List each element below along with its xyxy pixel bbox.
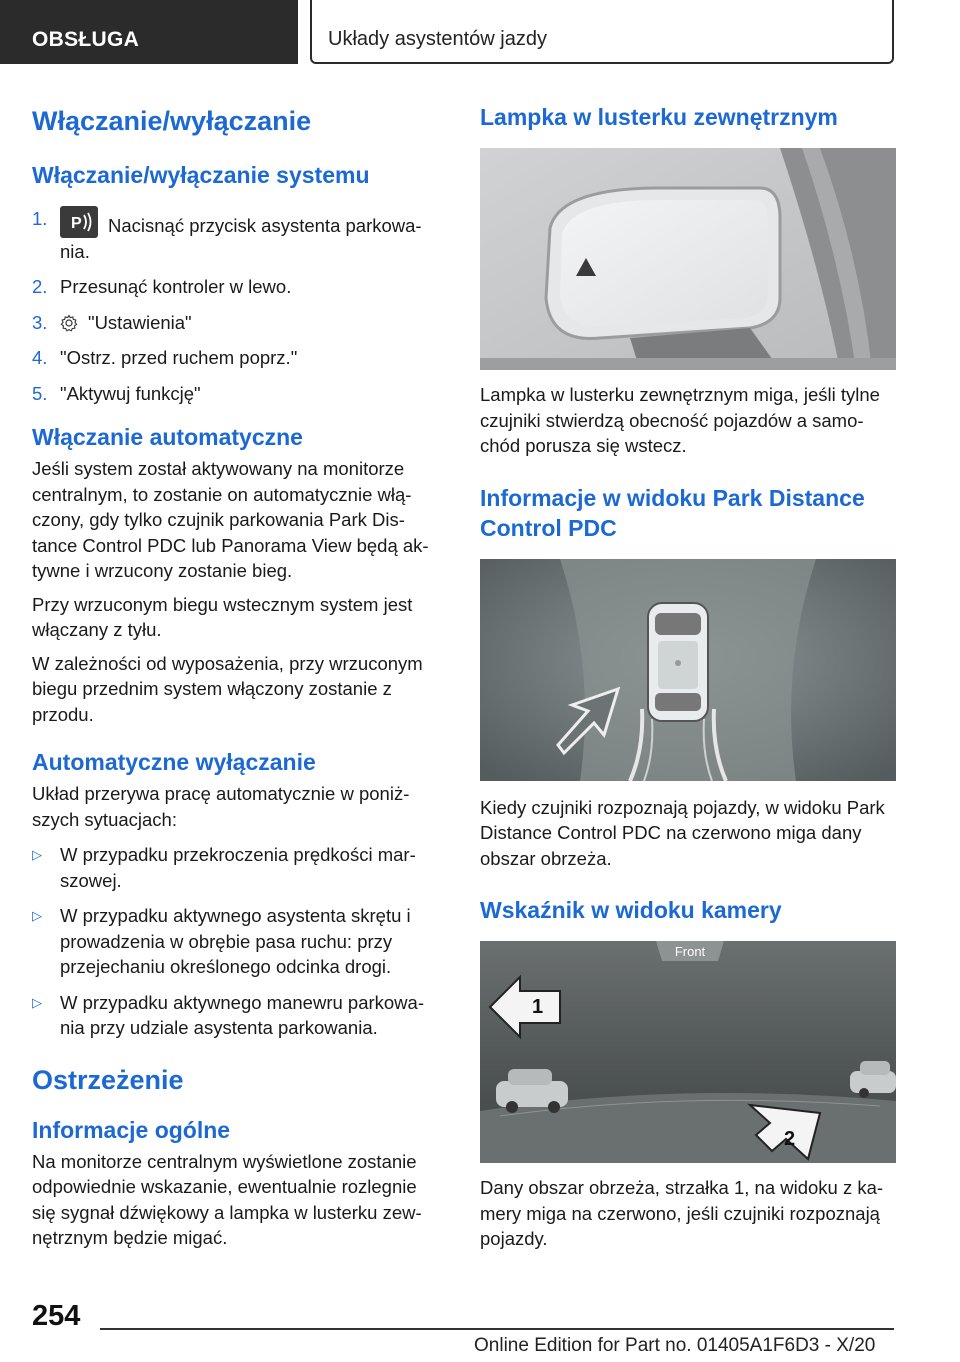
auto-on-paragraph-3: W zależności od wyposażenia, przy wrzuconym biegu przednim system włączony zostanie z przodu. bbox=[32, 652, 423, 725]
left-column bbox=[32, 96, 440, 1251]
heading-camera-view: Wskaźnik w widoku kamery bbox=[480, 897, 782, 923]
list-item bbox=[32, 903, 440, 980]
step-number: 3. bbox=[32, 311, 48, 333]
settings-gear-icon bbox=[60, 313, 78, 331]
right-column bbox=[480, 96, 896, 1252]
auto-off-intro: Układ przerywa pracę automatycznie w poniż-szych sytuacjach: bbox=[32, 783, 410, 830]
section-label: OBSŁUGA bbox=[32, 28, 140, 51]
svg-text:1: 1 bbox=[532, 996, 544, 1018]
list-item bbox=[32, 345, 440, 371]
step-number: 5. bbox=[32, 382, 48, 404]
heading-pdc-view: Informacje w widoku Park Distance Control PDC bbox=[480, 484, 865, 541]
step-number: 2. bbox=[32, 276, 48, 297]
list-item bbox=[32, 310, 440, 336]
triangle-bullet-icon: ▷ bbox=[32, 994, 42, 1010]
camera-view-image bbox=[480, 941, 896, 1163]
step-number: 1. bbox=[32, 208, 48, 229]
section-tab bbox=[0, 0, 298, 64]
heading-general-info: Informacje ogólne bbox=[32, 1116, 231, 1143]
chapter-title: Układy asystentów jazdy bbox=[328, 28, 547, 50]
step-text: "Aktywuj funkcję" bbox=[60, 382, 201, 404]
heading-warning: Ostrzeżenie bbox=[32, 1064, 184, 1095]
edition-footer: Online Edition for Part no. 01405A1F6D3 - X/20 bbox=[474, 1335, 876, 1356]
heading-on-off: Włączanie/wyłączanie bbox=[32, 106, 312, 136]
park-assist-button-icon bbox=[60, 206, 98, 238]
heading-auto-on: Włączanie automatyczne bbox=[32, 424, 303, 450]
svg-text:P: P bbox=[71, 215, 82, 232]
step-text: Przesunąć kontroler w lewo. bbox=[60, 276, 292, 297]
triangle-bullet-icon: ▷ bbox=[32, 908, 42, 923]
general-paragraph: Na monitorze centralnym wyświetlone zostanie odpowiednie wskazanie, ewentualnie rozlegnie się sygnał dźwiękowy a lampka w lusterku zew-nętrznym będzie migać. bbox=[32, 1150, 422, 1248]
triangle-bullet-icon: ▷ bbox=[32, 847, 42, 862]
svg-text:2: 2 bbox=[784, 1128, 796, 1150]
heading-mirror-lamp: Lampka w lusterku zewnętrznym bbox=[480, 104, 838, 130]
front-label: Front bbox=[674, 944, 706, 959]
bullet-text: W przypadku przekroczenia prędkości mar-szowej. bbox=[60, 844, 416, 891]
steps-list bbox=[32, 206, 440, 406]
camera-paragraph: Dany obszar obrzeża, strzałka 1, na widoku z ka-mery miga na czerwono, jeśli czujniki rozpoznają pojazdy. bbox=[480, 1177, 884, 1249]
bullet-text: W przypadku aktywnego asystenta skrętu i prowadzenia w obrębie pasa ruchu: przy przejechaniu określonego odcinka drogi. bbox=[60, 905, 411, 977]
heading-auto-off: Automatyczne wyłączanie bbox=[32, 749, 316, 775]
step-text: "Ustawienia" bbox=[88, 311, 192, 333]
auto-on-paragraph-2: Przy wrzuconym biegu wstecznym system jest włączany z tyłu. bbox=[32, 593, 413, 640]
bullet-text: W przypadku aktywnego manewru parkowa-nia przy udziale asystenta parkowania. bbox=[60, 991, 424, 1038]
list-item bbox=[32, 206, 440, 264]
list-item bbox=[32, 990, 440, 1041]
pdc-view-image bbox=[480, 559, 896, 781]
page-number: 254 bbox=[32, 1300, 81, 1332]
step-text: "Ostrz. przed ruchem poprz." bbox=[60, 347, 298, 368]
chapter-header bbox=[310, 0, 894, 64]
mirror-lamp-image bbox=[480, 148, 896, 370]
footer-divider bbox=[100, 1328, 894, 1330]
list-item bbox=[32, 381, 440, 407]
list-item bbox=[32, 274, 440, 300]
step-text: Nacisnąć przycisk asystenta parkowa-nia. bbox=[60, 215, 422, 262]
mirror-paragraph: Lampka w lusterku zewnętrznym miga, jeśli tylne czujniki stwierdzą obecność pojazdów a samo-chód porusza się wstecz. bbox=[480, 384, 880, 456]
list-item bbox=[32, 842, 440, 893]
step-number: 4. bbox=[32, 347, 48, 368]
auto-off-list bbox=[32, 842, 440, 1041]
heading-system-on-off: Włączanie/wyłączanie systemu bbox=[32, 162, 370, 188]
auto-on-paragraph-1: Jeśli system został aktywowany na monitorze centralnym, to zostanie on automatycznie włą-czony, gdy tylko czujnik parkowania Park Dis-tance Control PDC lub Panorama View będą ak-tywne i wrzucony zostanie bieg. bbox=[32, 458, 429, 581]
pdc-paragraph: Kiedy czujniki rozpoznają pojazdy, w widoku Park Distance Control PDC na czerwono miga dany obszar obrzeża. bbox=[480, 796, 885, 869]
